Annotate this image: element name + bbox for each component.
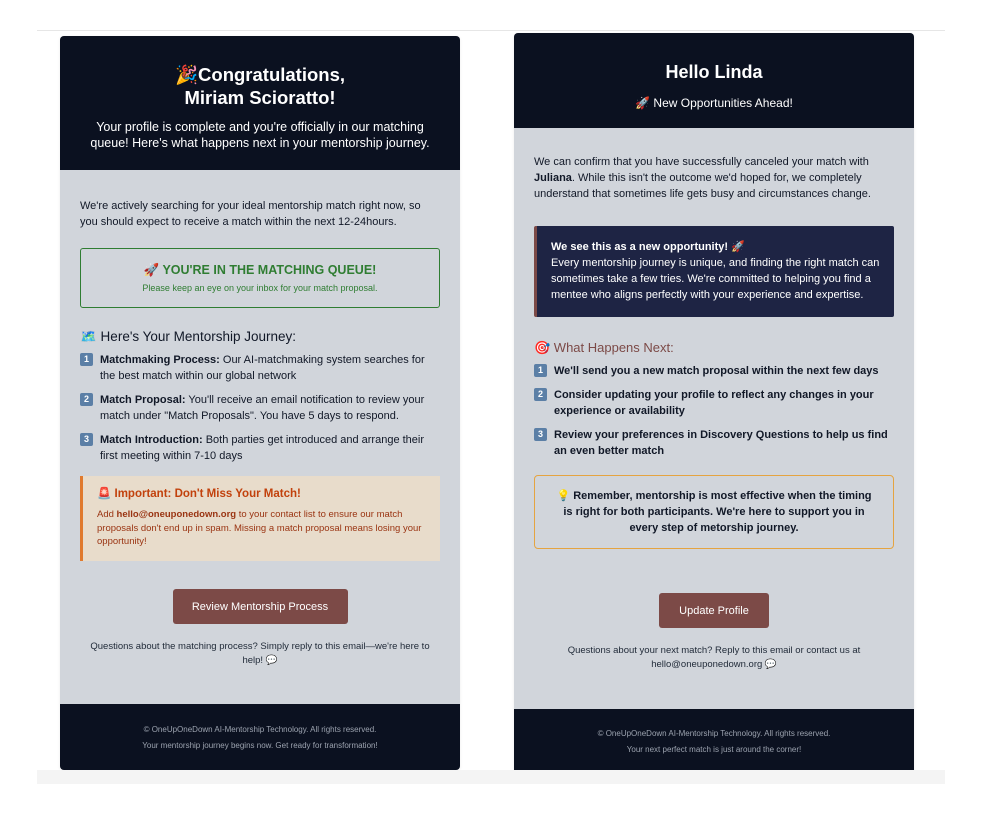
journey-step: 1 Matchmaking Process: Our AI-matchmaking system searches for the best match within our global network (80, 352, 440, 384)
email-header (60, 36, 460, 170)
email-footer (514, 709, 914, 772)
queue-status-subtitle: Please keep an eye on your inbox for your match proposal. (142, 283, 378, 293)
number-badge-icon: 2 (534, 388, 547, 401)
number-badge-icon: 2 (80, 393, 93, 406)
reminder-box: 💡 Remember, mentorship is most effective when the timing is right for both participants. We're here to support you in every step of metorship journey. (534, 475, 894, 549)
footer-tagline: Your mentorship journey begins now. Get ready for transformation! (142, 741, 378, 750)
recipient-name: Miriam Scioratto! (184, 87, 336, 108)
copyright-text: © OneUpOneDown AI-Mentorship Technology. All rights reserved. (597, 729, 831, 738)
footer-tagline: Your next perfect match is just around the corner! (626, 745, 802, 754)
email-footer (60, 704, 460, 770)
next-steps-list (534, 363, 894, 459)
email-card-match-canceled (514, 33, 914, 772)
important-notice-text: Add hello@oneuponedown.org to your contact list to ensure our match proposals don't end up in spam. Missing a match proposal means losing your opportunity! (97, 509, 422, 547)
contact-email-link[interactable]: hello@oneuponedown.org (116, 509, 237, 520)
next-step: 2 Consider updating your profile to reflect any changes in your experience or availability (534, 387, 894, 419)
journey-step: 3 Match Introduction: Both parties get introduced and arrange their first meeting within 7-10 days (80, 432, 440, 464)
number-badge-icon: 3 (534, 428, 547, 441)
copyright-text: © OneUpOneDown AI-Mentorship Technology. All rights reserved. (143, 725, 377, 734)
next-step: 3 Review your preferences in Discovery Questions to help us find an even better match (534, 427, 894, 459)
number-badge-icon: 3 (80, 433, 93, 446)
journey-steps-list (80, 352, 440, 464)
mentee-name: Juliana (534, 172, 572, 184)
queue-status-box (80, 248, 440, 308)
email-body (514, 128, 914, 672)
number-badge-icon: 1 (534, 364, 547, 377)
email-subtitle: 🚀 New Opportunities Ahead! (635, 96, 793, 110)
new-opportunity-box (534, 226, 894, 317)
journey-section-title: 🗺️ Here's Your Mentorship Journey: (80, 329, 296, 344)
email-subtitle: Your profile is complete and you're officially in our matching queue! Here's what happens next in your mentorship journey. (90, 120, 430, 150)
email-header (514, 33, 914, 128)
queue-status-title: 🚀 YOU'RE IN THE MATCHING QUEUE! (143, 263, 377, 277)
party-popper-icon: 🎉 (174, 65, 199, 86)
email-title: Hello Linda (665, 62, 763, 82)
review-mentorship-process-button[interactable]: Review Mentorship Process (173, 589, 348, 624)
help-text: Questions about your next match? Reply to this email or contact us at hello@oneuponedown.org 💬 (567, 645, 861, 670)
email-title: 🎉Congratulations, Miriam Scioratto! (174, 64, 346, 108)
new-opportunity-title: We see this as a new opportunity! 🚀 (551, 241, 745, 253)
important-notice-title: 🚨 Important: Don't Miss Your Match! (97, 488, 301, 500)
help-text: Questions about the matching process? Simply reply to this email—we're here to help! 💬 (90, 640, 430, 666)
number-badge-icon: 1 (80, 353, 93, 366)
intro-text: We can confirm that you have successfully canceled your match with Juliana. While this isn't the outcome we'd hoped for, we completely understand that sometimes life gets busy and circumstances change. (534, 156, 871, 200)
intro-text: We're actively searching for your ideal mentorship match right now, so you should expect to receive a match within the next 12-24hours. (80, 200, 421, 228)
journey-step: 2 Match Proposal: You'll receive an email notification to review your match under "Match Proposals". You have 5 days to respond. (80, 392, 440, 424)
next-step: 1 We'll send you a new match proposal within the next few days (534, 363, 894, 379)
bottom-shadow (37, 770, 945, 784)
update-profile-button[interactable]: Update Profile (659, 593, 769, 628)
email-card-match-queue (60, 36, 460, 770)
important-notice-box (80, 476, 440, 561)
email-body (60, 170, 460, 668)
new-opportunity-text: Every mentorship journey is unique, and finding the right match can sometimes take a few tries. We're committed to helping you find a mentee who aligns perfectly with your experience and expertise. (551, 257, 880, 301)
next-steps-section-title: 🎯 What Happens Next: (534, 340, 674, 355)
divider (37, 30, 945, 31)
